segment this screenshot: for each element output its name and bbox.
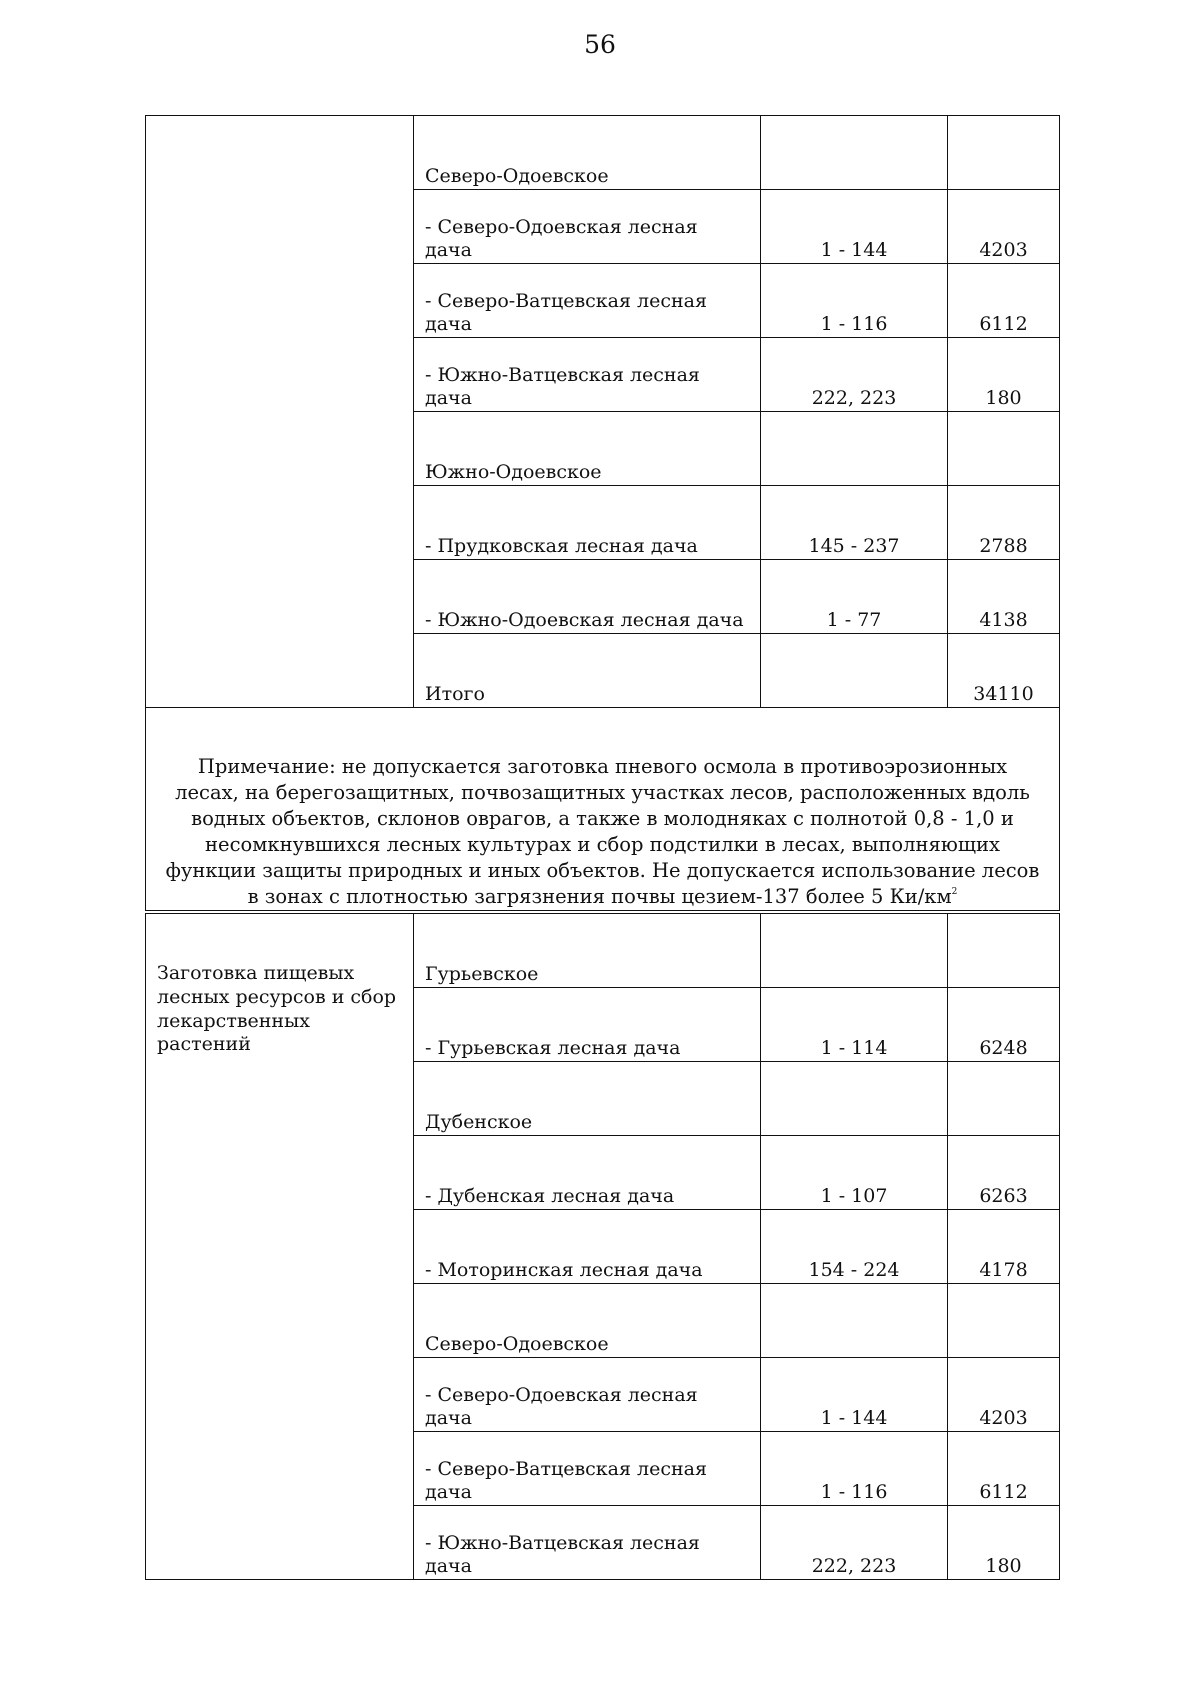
forest-table-bottom — [145, 913, 1060, 1580]
note-text: Примечание: не допускается заготовка пневого осмола в противоэрозионных лесах, на берегозащитных, почвозащитных участках лесов, расположенных вдоль водных объектов, склонов оврагов, а также в молодняках с полнотой 0,8 - 1,0 и несомкнувшихся лесных культурах и сбор подстилки в лесах, выполняющих функции защиты природных и иных объектов. Не допускается использование лесов в зонах с плотностью загрязнения почвы цезием-137 более 5 Ки/км — [165, 755, 1040, 909]
area-cell: 180 — [948, 1506, 1060, 1580]
total-area-cell: 34110 — [948, 634, 1060, 708]
place-cell: - Моторинская лесная дача — [414, 1210, 761, 1284]
place-cell: Гурьевское — [414, 914, 761, 988]
area-cell — [948, 914, 1060, 988]
area-cell: 4138 — [948, 560, 1060, 634]
area-cell — [948, 1062, 1060, 1136]
plots-cell: 1 - 77 — [761, 560, 948, 634]
area-cell: 4203 — [948, 190, 1060, 264]
plots-cell: 1 - 114 — [761, 988, 948, 1062]
area-cell — [948, 116, 1060, 190]
area-cell: 6248 — [948, 988, 1060, 1062]
place-cell: - Дубенская лесная дача — [414, 1136, 761, 1210]
place-cell: - Северо-Ватцевская лесная дача — [414, 264, 761, 338]
table-row — [146, 914, 1060, 988]
area-cell — [948, 1284, 1060, 1358]
plots-cell: 222, 223 — [761, 338, 948, 412]
place-cell: - Южно-Ватцевская лесная дача — [414, 1506, 761, 1580]
plots-cell — [761, 634, 948, 708]
place-cell: - Северо-Одоевская лесная дача — [414, 190, 761, 264]
page-number: 56 — [584, 30, 616, 59]
plots-cell — [761, 412, 948, 486]
place-cell: Северо-Одоевское — [414, 116, 761, 190]
plots-cell — [761, 914, 948, 988]
total-label-cell: Итого — [414, 634, 761, 708]
note-cell — [146, 708, 1060, 911]
plots-cell: 154 - 224 — [761, 1210, 948, 1284]
plots-cell: 1 - 107 — [761, 1136, 948, 1210]
plots-cell — [761, 1284, 948, 1358]
place-cell: Северо-Одоевское — [414, 1284, 761, 1358]
area-cell: 2788 — [948, 486, 1060, 560]
plots-cell: 1 - 144 — [761, 1358, 948, 1432]
plots-cell: 1 - 116 — [761, 1432, 948, 1506]
note-superscript: 2 — [951, 887, 958, 898]
area-cell — [948, 412, 1060, 486]
place-cell: - Южно-Ватцевская лесная дача — [414, 338, 761, 412]
note-row — [146, 708, 1060, 911]
place-cell: - Гурьевская лесная дача — [414, 988, 761, 1062]
plots-cell: 145 - 237 — [761, 486, 948, 560]
place-cell: - Северо-Одоевская лесная дача — [414, 1358, 761, 1432]
table-row — [146, 116, 1060, 190]
place-cell: Дубенское — [414, 1062, 761, 1136]
plots-cell: 222, 223 — [761, 1506, 948, 1580]
area-cell: 6112 — [948, 1432, 1060, 1506]
area-cell: 4178 — [948, 1210, 1060, 1284]
plots-cell — [761, 1062, 948, 1136]
area-cell: 6263 — [948, 1136, 1060, 1210]
place-cell: - Прудковская лесная дача — [414, 486, 761, 560]
area-cell: 6112 — [948, 264, 1060, 338]
area-cell: 180 — [948, 338, 1060, 412]
place-cell: - Южно-Одоевская лесная дача — [414, 560, 761, 634]
plots-cell: 1 - 144 — [761, 190, 948, 264]
plots-cell — [761, 116, 948, 190]
activity-cell: Заготовка пищевых лесных ресурсов и сбор лекарственных растений — [146, 914, 414, 1580]
forest-table-top — [145, 115, 1060, 911]
activity-cell-empty — [146, 116, 414, 708]
plots-cell: 1 - 116 — [761, 264, 948, 338]
place-cell: Южно-Одоевское — [414, 412, 761, 486]
area-cell: 4203 — [948, 1358, 1060, 1432]
place-cell: - Северо-Ватцевская лесная дача — [414, 1432, 761, 1506]
